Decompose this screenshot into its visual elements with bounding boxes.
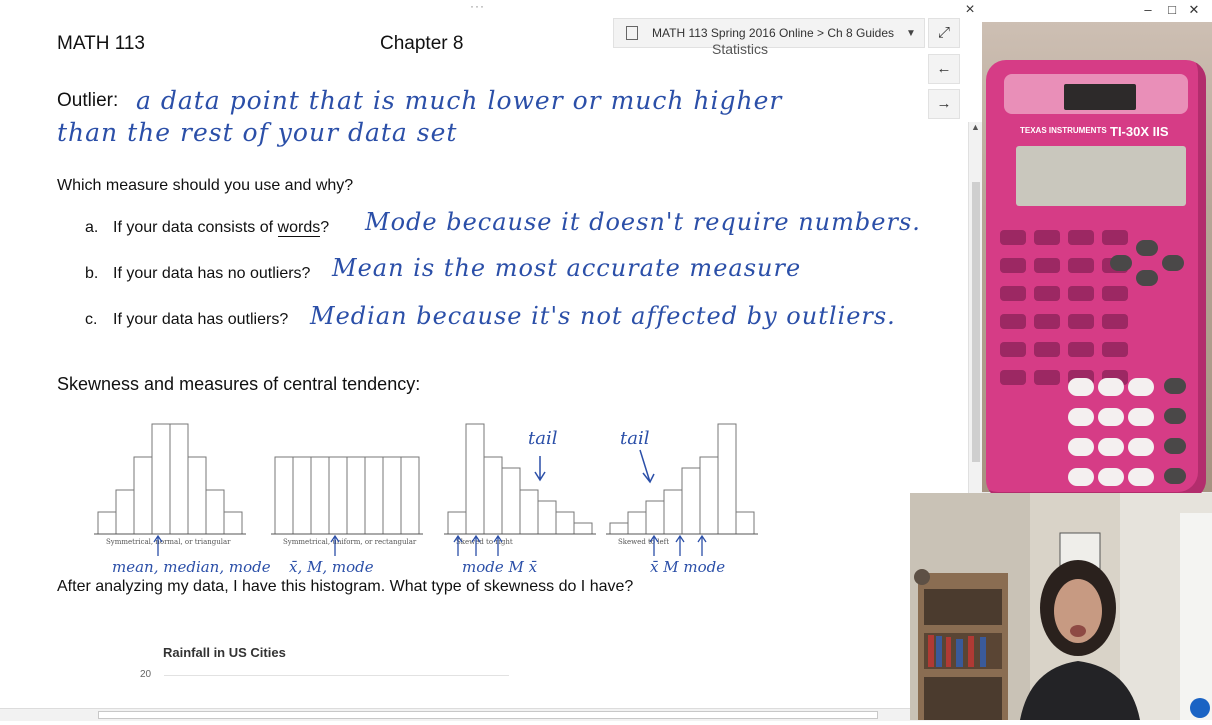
histogram-bar: [134, 457, 152, 534]
tail-label: tail: [620, 428, 650, 449]
header-chapter: Chapter 8: [380, 33, 464, 54]
measure-arrow: [676, 536, 684, 556]
histogram-bar: [502, 468, 520, 534]
histogram-bar: [224, 512, 242, 534]
chevron-down-icon[interactable]: ▼: [906, 27, 916, 39]
calculator-number-key: [1068, 408, 1094, 426]
histogram-bar: [466, 424, 484, 534]
item-question: If your data has no outliers?: [113, 265, 311, 282]
calculator-key: [1068, 342, 1094, 357]
skewness-heading: Skewness and measures of central tendency:: [57, 374, 421, 394]
calculator-number-key: [1098, 378, 1124, 396]
histogram-bar: [293, 457, 311, 534]
histogram-caption: Symmetrical, uniform, or rectangular: [283, 538, 417, 546]
histogram-handwriting: x̄, M, mode: [289, 558, 374, 576]
tail-arrow: [640, 450, 654, 482]
calculator-key: [1034, 314, 1060, 329]
histogram-bar: [170, 424, 188, 534]
y-tick-label: 20: [140, 669, 152, 680]
histogram-bar: [347, 457, 365, 534]
histogram-bar: [311, 457, 329, 534]
histogram-bar: [736, 512, 754, 534]
presenter-video: [910, 493, 1212, 720]
histogram-bar: [98, 512, 116, 534]
calculator-screen: [1016, 146, 1186, 206]
calculator-number-key: [1098, 438, 1124, 456]
histogram-bar: [556, 512, 574, 534]
calculator-key: [1034, 230, 1060, 245]
histogram-bar: [275, 457, 293, 534]
window-controls: [982, 0, 1212, 23]
calculator-key: [1000, 286, 1026, 301]
histogram-bar: [628, 512, 646, 534]
histogram-bar: [700, 457, 718, 534]
calculator-operator-key: [1164, 378, 1186, 394]
forward-arrow-icon[interactable]: →: [928, 89, 960, 119]
calculator-key: [1000, 258, 1026, 273]
rainfall-chart: [140, 638, 520, 708]
calculator-operator-key: [1164, 468, 1186, 484]
calculator-number-key: [1098, 408, 1124, 426]
item-letter: b.: [85, 265, 99, 282]
histogram-bar: [610, 523, 628, 534]
chart-title: Rainfall in US Cities: [163, 645, 286, 660]
calculator-arrow-key: [1110, 255, 1132, 271]
outlier-label: Outlier:: [57, 90, 119, 111]
calculator-number-key: [1068, 468, 1094, 486]
skewness-histograms: [90, 410, 770, 585]
histogram-bar: [401, 457, 419, 534]
scroll-up-icon[interactable]: ▲: [971, 122, 980, 132]
histogram-bar: [718, 424, 736, 534]
question-text: Which measure should you use and why?: [57, 177, 354, 194]
webcam-view: [910, 493, 1212, 720]
histogram-bar: [188, 457, 206, 534]
calculator-arrow-key: [1162, 255, 1184, 271]
histogram-bar: [448, 512, 466, 534]
calculator-operator-key: [1164, 438, 1186, 454]
histogram-caption: Symmetrical, normal, or triangular: [106, 538, 231, 546]
solar-panel: [1064, 84, 1136, 110]
underlined-word: words: [277, 219, 321, 236]
close-icon[interactable]: ✕: [1188, 2, 1200, 17]
item-suffix: ?: [320, 219, 330, 236]
histogram-bar: [365, 457, 383, 534]
drag-handle[interactable]: ···: [470, 0, 485, 13]
maximize-icon[interactable]: □: [1168, 2, 1176, 17]
calculator-key: [1000, 370, 1026, 385]
calculator-number-key: [1128, 408, 1154, 426]
answer-handwriting: Mean is the most accurate measure: [332, 254, 802, 282]
measure-arrow: [698, 536, 706, 556]
histogram-bar: [383, 457, 401, 534]
histogram-bar: [538, 501, 556, 534]
histogram: [94, 424, 271, 576]
breadcrumb-path: MATH 113 Spring 2016 Online > Ch 8 Guides: [652, 26, 895, 40]
histogram-caption: Skewed to right: [456, 538, 513, 546]
calculator-number-key: [1128, 468, 1154, 486]
histogram-handwriting: mode M x̄: [462, 558, 538, 576]
calculator-arrow-key: [1136, 270, 1158, 286]
answer-handwriting: Mode because it doesn't require numbers.: [365, 208, 921, 236]
tail-arrow: [535, 456, 545, 480]
calculator-key: [1102, 286, 1128, 301]
page-icon: [626, 26, 638, 40]
calculator-key: [1034, 342, 1060, 357]
calculator-model: TI-30X IIS: [1110, 124, 1169, 139]
histogram-handwriting: x̄ M mode: [650, 558, 726, 576]
calculator-key: [1034, 258, 1060, 273]
histogram-bar: [646, 501, 664, 534]
item-question: If your data has outliers?: [113, 311, 289, 328]
calculator-operator-key: [1164, 408, 1186, 424]
calculator-key: [1068, 258, 1094, 273]
histogram-handwriting: mean, median, mode: [112, 558, 271, 576]
calculator-key: [1034, 286, 1060, 301]
histogram-bar: [682, 468, 700, 534]
minimize-icon[interactable]: –: [1144, 2, 1152, 17]
histogram-bar: [329, 457, 347, 534]
gridline: [164, 675, 509, 676]
calculator-key: [1000, 230, 1026, 245]
calculator-image: [986, 60, 1206, 500]
outlier-handwriting-line2: than the rest of your data set: [57, 118, 458, 147]
calculator-arrow-key: [1136, 240, 1158, 256]
calculator-key: [1102, 230, 1128, 245]
histogram-bar: [484, 457, 502, 534]
calculator-key: [1068, 286, 1094, 301]
scroll-thumb[interactable]: [98, 711, 878, 719]
calculator-number-key: [1098, 468, 1124, 486]
item-prefix: If your data consists of: [113, 219, 278, 236]
calculator-key: [1102, 314, 1128, 329]
histogram-bar: [116, 490, 134, 534]
calculator-number-key: [1068, 378, 1094, 396]
tail-label: tail: [528, 428, 558, 449]
expand-icon[interactable]: ⤢: [928, 18, 960, 48]
scroll-thumb[interactable]: [972, 182, 980, 462]
calculator-key: [1068, 230, 1094, 245]
calculator-number-key: [1068, 438, 1094, 456]
close-icon[interactable]: ×: [965, 1, 975, 18]
calculator-key: [1034, 370, 1060, 385]
calculator-number-key: [1128, 378, 1154, 396]
histogram-bar: [206, 490, 224, 534]
calculator-number-key: [1128, 438, 1154, 456]
histogram-bar: [520, 490, 538, 534]
calculator-key: [1000, 314, 1026, 329]
histogram: [606, 424, 758, 576]
calculator-key: [1102, 342, 1128, 357]
histogram-bar: [574, 523, 592, 534]
item-letter: a.: [85, 219, 99, 236]
histogram-caption: Skewed to left: [618, 538, 670, 546]
calculator-brand: TEXAS INSTRUMENTS: [1020, 126, 1107, 135]
item-letter: c.: [85, 311, 98, 328]
back-arrow-icon[interactable]: ←: [928, 54, 960, 84]
header-course: MATH 113: [57, 33, 145, 54]
horizontal-scrollbar[interactable]: [0, 708, 980, 721]
calculator-key: [1068, 314, 1094, 329]
calculator-key: [1000, 342, 1026, 357]
histogram-bar: [152, 424, 170, 534]
hidden-title-text: Statistics: [712, 41, 769, 57]
outlier-handwriting-line1: a data point that is much lower or much higher: [136, 86, 783, 115]
histogram: [271, 457, 423, 576]
item-question: [113, 219, 329, 237]
histogram: [444, 424, 596, 576]
histogram-bar: [664, 490, 682, 534]
answer-handwriting: Median because it's not affected by outliers.: [310, 302, 896, 330]
histogram-question: After analyzing my data, I have this histogram. What type of skewness do I have?: [57, 578, 634, 595]
